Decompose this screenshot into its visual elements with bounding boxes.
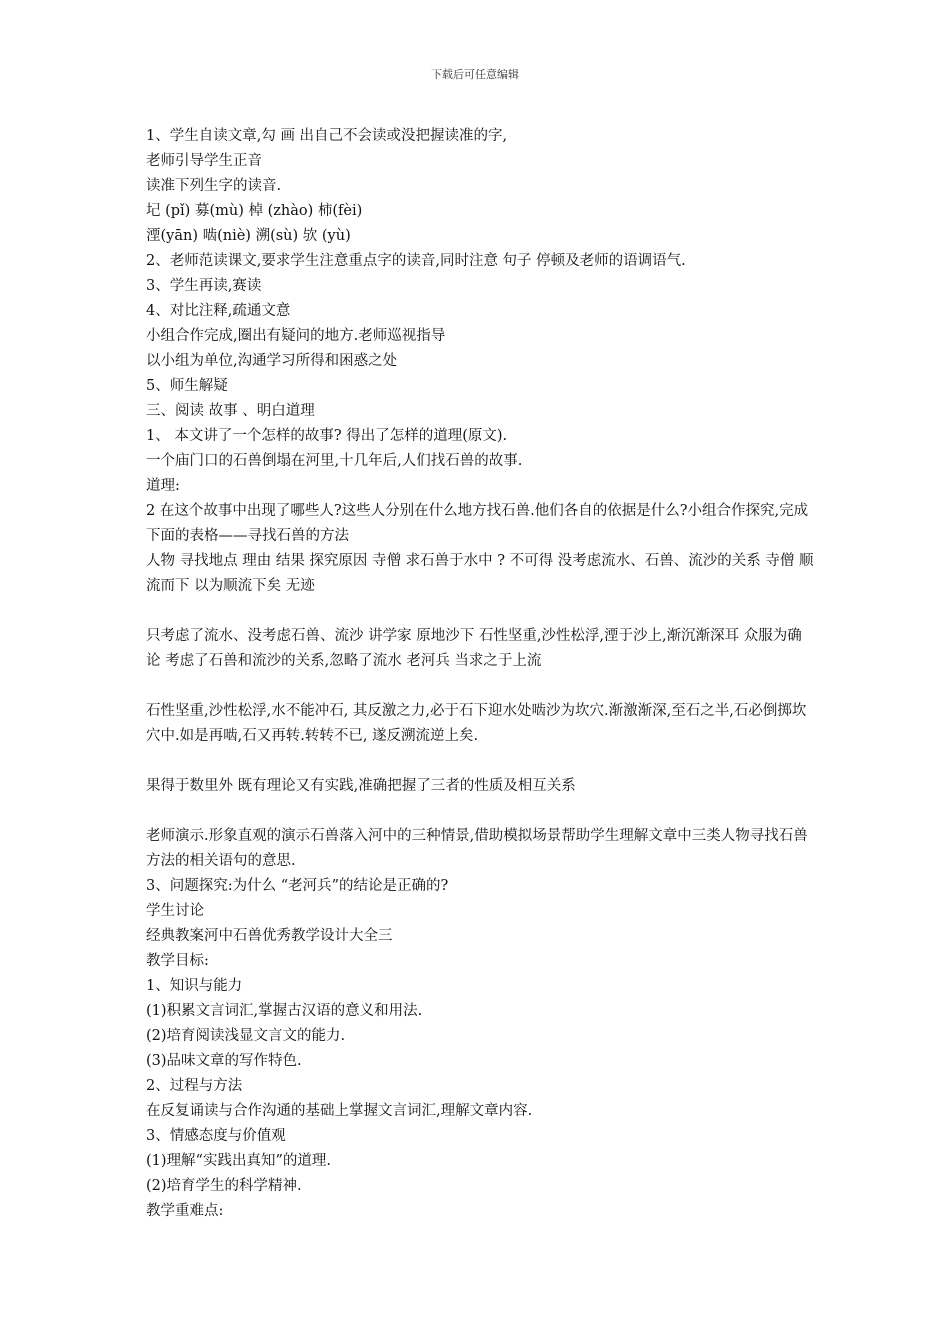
paragraph: 果得于数里外 既有理论又有实践,准确把握了三者的性质及相互关系 — [146, 778, 576, 794]
paragraph: 3、问题探究:为什么 “老河兵”的结论是正确的? — [146, 878, 449, 894]
paragraph: 人物 寻找地点 理由 结果 探究原因 寺僧 求石兽于水中 ? 不可得 没考虑流水、石兽、流沙的关系 寺僧 顺流而下 以为顺流下矣 无迹 — [146, 553, 814, 594]
paragraph: (1)积累文言词汇,掌握古汉语的意义和用法. — [146, 1003, 423, 1019]
blank-line — [146, 599, 816, 624]
paragraph: 教学重难点: — [146, 1203, 224, 1219]
paragraph: (3)品味文章的写作特色. — [146, 1053, 302, 1069]
paragraph: 老师引导学生正音 — [146, 153, 262, 169]
paragraph: 三、阅读 故事 、明白道理 — [146, 403, 315, 419]
paragraph: 经典教案河中石兽优秀教学设计大全三 — [146, 928, 393, 944]
paragraph: 一个庙门口的石兽倒塌在河里,十几年后,人们找石兽的故事. — [146, 453, 523, 469]
paragraph: (2)培育阅读浅显文言文的能力. — [146, 1028, 346, 1044]
paragraph: 小组合作完成,圈出有疑问的地方.老师巡视指导 — [146, 328, 446, 344]
paragraph: 3、学生再读,赛读 — [146, 278, 262, 294]
paragraph: 学生讨论 — [146, 903, 204, 919]
blank-line — [146, 749, 816, 774]
paragraph: 5、师生解疑 — [146, 378, 228, 394]
document-body — [146, 124, 816, 1224]
paragraph: 2、过程与方法 — [146, 1078, 243, 1094]
paragraph: 1、知识与能力 — [146, 978, 243, 994]
paragraph: 2、老师范读课文,要求学生注意重点字的读音,同时注意 句子 停顿及老师的语调语气. — [146, 253, 686, 269]
paragraph: 石性坚重,沙性松浮,水不能冲石, 其反激之力,必于石下迎水处啮沙为坎穴.渐激渐深,至石之半,石必倒掷坎穴中.如是再啮,石又再转.转转不已, 遂反溯流逆上矣. — [146, 703, 807, 744]
paragraph: 老师演示.形象直观的演示石兽落入河中的三种情景,借助模拟场景帮助学生理解文章中三类人物寻找石兽方法的相关语句的意思. — [146, 828, 808, 869]
paragraph: 2 在这个故事中出现了哪些人?这些人分别在什么地方找石兽.他们各自的依据是什么?小组合作探究,完成下面的表格——寻找石兽的方法 — [146, 503, 809, 544]
paragraph: 以小组为单位,沟通学习所得和困惑之处 — [146, 353, 398, 369]
paragraph: 道理: — [146, 478, 180, 494]
paragraph: 圮 (pǐ) 募(mù) 棹 (zhào) 柿(fèi) — [146, 203, 363, 219]
blank-line — [146, 674, 816, 699]
blank-line — [146, 799, 816, 824]
paragraph: (2)培育学生的科学精神. — [146, 1178, 302, 1194]
paragraph: 读准下列生字的读音. — [146, 178, 282, 194]
paragraph: 只考虑了流水、没考虑石兽、流沙 讲学家 原地沙下 石性坚重,沙性松浮,湮于沙上,渐沉渐深耳 众服为确论 考虑了石兽和流沙的关系,忽略了流水 老河兵 当求之于上流 — [146, 628, 802, 669]
paragraph: 1、 本文讲了一个怎样的故事? 得出了怎样的道理(原文). — [146, 428, 508, 444]
paragraph: (1)理解“实践出真知”的道理. — [146, 1153, 331, 1169]
paragraph: 在反复诵读与合作沟通的基础上掌握文言词汇,理解文章内容. — [146, 1103, 533, 1119]
paragraph: 教学目标: — [146, 953, 209, 969]
paragraph: 湮(yān) 啮(niè) 溯(sù) 欤 (yù) — [146, 228, 351, 244]
paragraph: 4、对比注释,疏通文意 — [146, 303, 291, 319]
paragraph: 3、情感态度与价值观 — [146, 1128, 286, 1144]
page-header: 下载后可任意编辑 — [431, 68, 519, 81]
paragraph: 1、学生自读文章,勾 画 出自己不会读或没把握读准的字, — [146, 128, 508, 144]
